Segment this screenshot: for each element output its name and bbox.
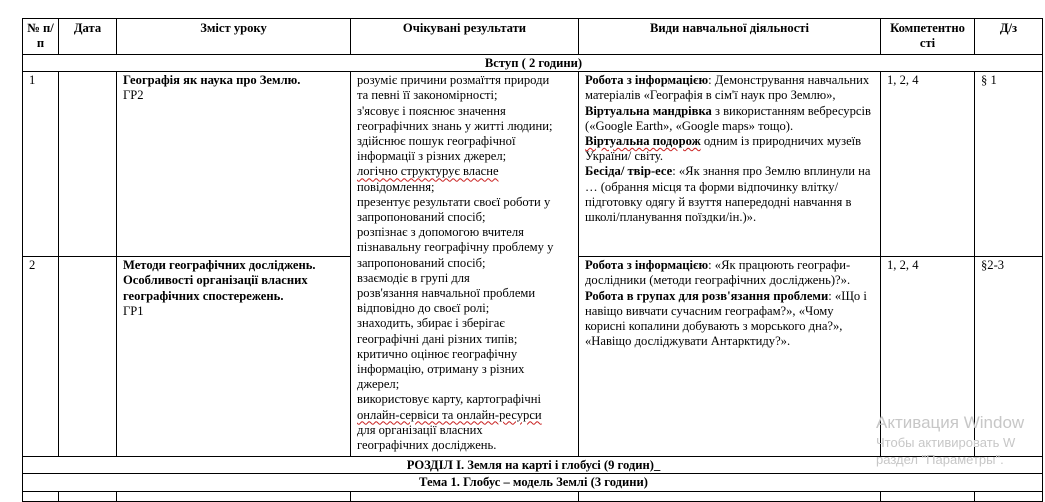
topic-row-1 xyxy=(23,474,1043,491)
result-line: розпізнає з допомогою вчителя xyxy=(357,225,524,240)
watermark-title: Активация Window xyxy=(876,413,1025,432)
watermark-line-1: Чтобы активировать W xyxy=(876,435,1016,450)
result-line: джерел; xyxy=(357,377,400,392)
result-line: для організації власних xyxy=(357,422,483,437)
result-line: взаємодіє в групі для xyxy=(357,270,470,285)
result-line: використовує карту, картографічні xyxy=(357,392,541,407)
result-line: географічних знань у житті людини; xyxy=(357,118,553,133)
result-line: відповідно до своєї ролі; xyxy=(357,301,490,316)
section-title-intro: Вступ ( 2 години) xyxy=(23,55,1043,72)
lesson-homework: §2-3 xyxy=(975,257,1043,457)
section-row-intro xyxy=(23,55,1043,72)
lesson-code: ГР1 xyxy=(123,303,144,318)
result-line: пізнавальну географічну проблему у xyxy=(357,240,554,255)
header-num: № п/п xyxy=(23,19,59,55)
section-title-1: РОЗДІЛ І. Земля на карті і глобусі (9 годин)_ xyxy=(23,457,1043,474)
topic-title-1: Тема 1. Глобус – модель Землі (3 години) xyxy=(23,474,1043,491)
result-line: запропонований спосіб; xyxy=(357,255,486,270)
header-homework: Д/з xyxy=(975,19,1043,55)
result-line: повідомлення; xyxy=(357,179,435,194)
result-line: презентує результати своєї роботи у xyxy=(357,194,551,209)
activity-item: Бесіда/ твір-есе: «Як знання про Землю вплинули на … (обрання місця та форми відпочинку влітку/підготовку одягу й взуття напередодні навчання в школі/планування поїздки/ін.)». xyxy=(585,164,871,225)
results-cell xyxy=(351,72,579,457)
cutoff-row xyxy=(23,491,1043,501)
result-line: розв'язання навчальної проблеми xyxy=(357,286,536,301)
result-line: географічні дані різних типів; xyxy=(357,331,518,346)
header-competence: Компетентно сті xyxy=(881,19,975,55)
activity-item: Робота в групах для розв'язання проблеми: «Що і навіщо вивчати сучасним географам?», «Чому корисні копалини добувають з морського дна?», «Навіщо досліджувати Антарктиду?». xyxy=(585,288,867,349)
lesson-competence: 1, 2, 4 xyxy=(881,72,975,257)
result-line: здійснює пошук географічної xyxy=(357,134,516,149)
activity-item: Робота з інформацією: Демонстрування навчальних матеріалів «Географія в сім'ї наук про Землю», xyxy=(585,73,870,103)
activation-watermark xyxy=(876,412,1024,468)
result-line: запропонований спосіб; xyxy=(357,210,486,225)
lesson-title: Географія як наука про Землю. xyxy=(123,73,301,88)
lesson-date xyxy=(59,257,117,457)
lesson-homework: § 1 xyxy=(975,72,1043,257)
result-line: розуміє причини розмаїття природи xyxy=(357,73,550,88)
header-date: Дата xyxy=(59,19,117,55)
lesson-content: Методи географічних досліджень. Особливості організації власних географічних спостережень. ГР1 xyxy=(117,257,351,457)
lesson-competence: 1, 2, 4 xyxy=(881,257,975,457)
lesson-content xyxy=(117,72,351,257)
activities-cell xyxy=(579,72,881,257)
result-line: та певні її закономірності; xyxy=(357,88,498,103)
header-results: Очікувані результати xyxy=(351,19,579,55)
header-activities: Види навчальної діяльності xyxy=(579,19,881,55)
lesson-date xyxy=(59,72,117,257)
result-line: інформації з різних джерел; xyxy=(357,149,507,164)
lesson-row-1 xyxy=(23,72,1043,257)
result-line: з'ясовує і пояснює значення xyxy=(357,103,506,118)
result-line: інформацію, отриману з різних xyxy=(357,362,525,377)
activity-item: Робота з інформацією: «Як працюють географи-дослідники (методи географічних досліджень)?». xyxy=(585,258,851,288)
result-line: онлайн-сервіси та онлайн-ресурси xyxy=(357,407,542,422)
activity-item: Віртуальна мандрівка з використанням вебресурсів («Google Earth», «Google maps» тощо). xyxy=(585,103,871,133)
activity-item: Віртуальна подорож одним із природничих музеїв України/ світу. xyxy=(585,134,862,164)
result-line: географічних досліджень. xyxy=(357,438,497,453)
lesson-num: 2 xyxy=(23,257,59,457)
result-line: критично оцінює географічну xyxy=(357,346,518,361)
result-line: логічно структурує власне xyxy=(357,164,499,179)
header-content: Зміст уроку xyxy=(117,19,351,55)
lesson-code: ГР2 xyxy=(123,88,144,103)
watermark-line-2: раздел "Параметры". xyxy=(876,452,1004,467)
lesson-title: Методи географічних досліджень. Особливості організації власних географічних спостережень xyxy=(123,258,316,303)
lesson-num: 1 xyxy=(23,72,59,257)
activities-cell xyxy=(579,257,881,457)
result-line: знаходить, збирає і зберігає xyxy=(357,316,505,331)
header-row xyxy=(23,19,1043,55)
